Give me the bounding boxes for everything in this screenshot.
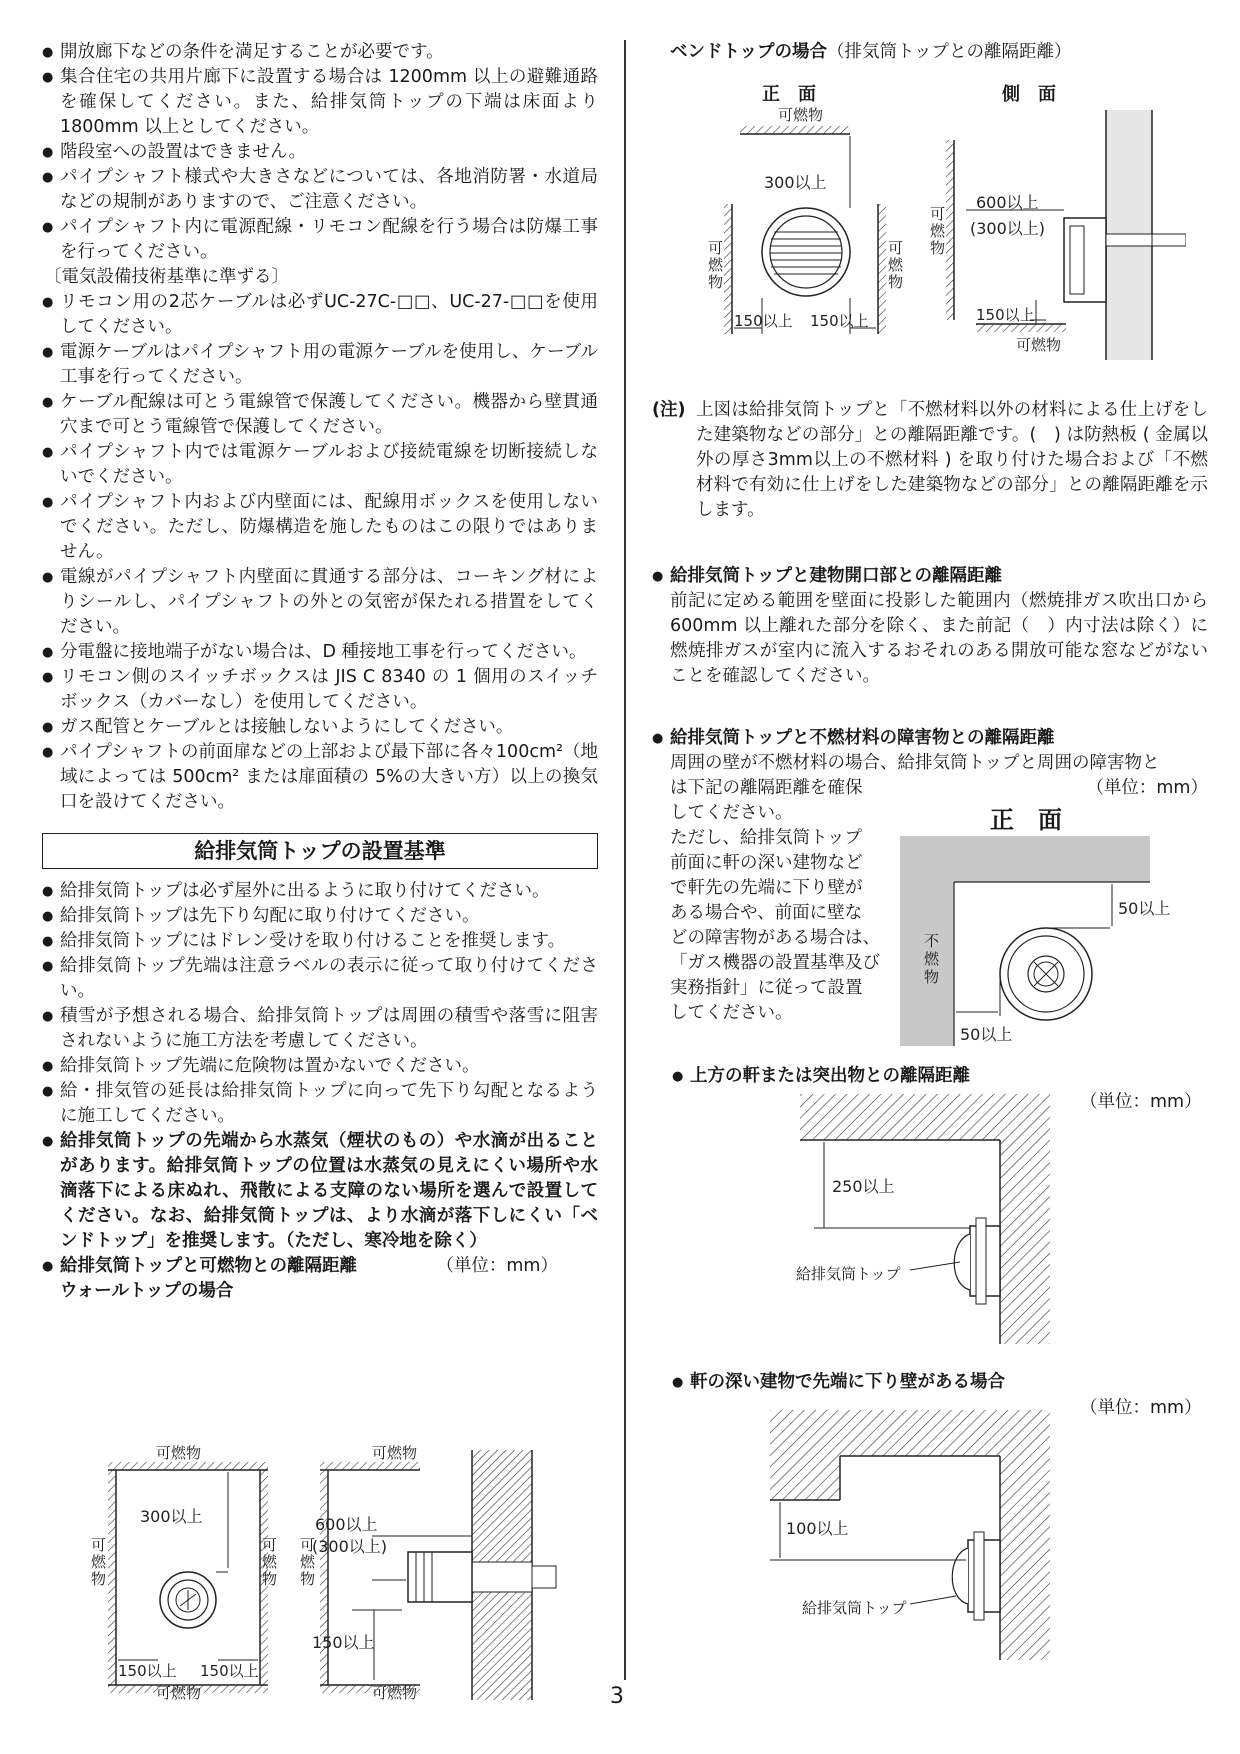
flue-top-label: 給排気筒トップ [802, 1599, 907, 1617]
vertical-char: 可 [888, 239, 904, 257]
obstacle-text-line: ただし、給排気筒トップ [670, 828, 862, 848]
wall-top-front-diagram [100, 1440, 280, 1700]
combustible-top-label: 可燃物 [372, 1444, 418, 1462]
dim-150-label: 150以上 [312, 1633, 375, 1652]
bullet-item: ● ケーブル配線は可とう電線管で保護してください。機器から壁貫通穴まで可とう電線管で保護してください。 [42, 390, 598, 440]
unit-label: （単位：mm） [1080, 1092, 1202, 1112]
bend-top-title: ベンドトップの場合 [670, 42, 827, 62]
vertical-char: 燃 [708, 256, 724, 274]
combustible-top-label: 可燃物 [156, 1444, 202, 1462]
obstacle-rest-text [652, 801, 892, 1026]
bullet-item: ● 集合住宅の共用片廊下に設置する場合は 1200mm 以上の避難通路を確保してください。また、給排気筒トップの下端は床面より 1800mm 以上としてください。 [42, 65, 598, 140]
dim-150-right-label: 150以上 [810, 312, 869, 330]
combustible-left-vertical [91, 1537, 106, 1588]
vertical-char: 物 [888, 273, 904, 291]
right-column [652, 40, 1208, 65]
vertical-char: 物 [930, 239, 946, 257]
combustible-bottom-label: 可燃物 [372, 1684, 418, 1700]
vertical-char: 燃 [91, 1553, 107, 1571]
dim-600-label: 600以上 [976, 193, 1039, 212]
bullet-item: ● 開放廊下などの条件を満足することが必要です。 [42, 40, 598, 65]
dim-600-label: 600以上 [315, 1515, 378, 1534]
distance-heading-text: 給排気筒トップと可燃物との離隔距離 [60, 1256, 357, 1276]
electrical-standard-note: 〔電気設備技術基準に準ずる〕 [44, 267, 289, 287]
deep-eave-diagram [770, 1410, 1050, 1660]
bend-front-label: 正 面 [762, 84, 816, 105]
opening-text: 前記に定める範囲を壁面に投影した範囲内（燃焼排ガス吹出口から 600mm 以上離れた部分を除く、また前記（ ）内寸法は除く）に燃焼排ガスが室内に流入するおそれのある開放可能な窓などがないことを確認してください。 [670, 591, 1208, 686]
obstacle-text-line: 実務指針」に従って設置 [670, 978, 863, 998]
combustible-side-vertical [300, 1537, 315, 1588]
dim-300-paren-label: (300以上) [970, 219, 1046, 238]
dim-150-right-label: 150以上 [200, 1662, 259, 1680]
vertical-char: 燃 [930, 222, 946, 240]
bullet-item: ● 給排気筒トップは先下り勾配に取り付けてください。 [42, 904, 598, 929]
bullet-item-bold: ● 給排気筒トップの先端から水蒸気（煙状のもの）や水滴が出ることがあります。給排気筒トップの位置は水蒸気の見えにくい場所や水滴落下による床ぬれ、飛散による支障のない場所を選んで設置してください。なお、給排気筒トップは、より水滴が落下しにくい「ベンドトップ」を推奨します。（ただし、寒冷地を除く） [42, 1129, 598, 1254]
electrical-bullets [42, 290, 598, 815]
note-label: (注) [652, 400, 686, 420]
eave-diagram [790, 1094, 1050, 1344]
column-divider [624, 40, 626, 1680]
bullet-item: ● パイプシャフト内および内壁面には、配線用ボックスを使用しないでください。ただし、防爆構造を施したものはこの限りではありません。 [42, 490, 598, 565]
bullet-item: ● 給排気筒トップ先端は注意ラベルの表示に従って取り付けてください。 [42, 954, 598, 1004]
dim-300-label: 300以上 [764, 173, 827, 192]
vertical-char: 可 [262, 1536, 278, 1554]
bullet-item: ● 給排気筒トップにはドレン受けを取り付けることを推奨します。 [42, 929, 598, 954]
bullet-item: ● リモコン用の2芯ケーブルは必ずUC-27C-□□、UC-27-□□を使用してください。 [42, 290, 598, 340]
bullet-item: ● 電源ケーブルはパイプシャフト用の電源ケーブルを使用し、ケーブル工事を行ってください。 [42, 340, 598, 390]
bend-top-heading [652, 40, 1208, 65]
vertical-char: 可 [930, 205, 946, 223]
vertical-char: 物 [262, 1570, 278, 1588]
bullet-item: ● 積雪が予想される場合、給排気筒トップは周囲の積雪や落雪に阻害されないように施工方法を考慮してください。 [42, 1004, 598, 1054]
vertical-char: 燃 [888, 256, 904, 274]
bend-top-side-diagram [936, 110, 1186, 360]
eave-section [672, 1064, 1208, 1089]
obstacle-heading: ● 給排気筒トップと不燃材料の障害物との離隔距離 [652, 726, 1208, 751]
dim-50-top-label: 50以上 [1118, 899, 1171, 918]
note-row [652, 398, 1208, 523]
obstacle-text-line: ある場合や、前面に壁な [670, 903, 863, 923]
vertical-char: 物 [91, 1570, 107, 1588]
eave-heading: ● 上方の軒または突出物との離隔距離 [672, 1064, 1208, 1089]
dim-300-label: 300以上 [140, 1507, 203, 1526]
unit-label: （単位：mm） [1086, 778, 1208, 798]
bullet-item: ● パイプシャフト内に電源配線・リモコン配線を行う場合は防爆工事を行ってください。 [42, 215, 598, 265]
combustible-bottom-label: 可燃物 [156, 1684, 202, 1700]
vertical-char: 物 [708, 273, 724, 291]
wall-top-title: ウォールトップの場合 [60, 1281, 234, 1301]
obstacle-text-line: 「ガス機器の設置基準及び [670, 953, 880, 973]
unit-label: （単位：mm） [436, 1256, 558, 1276]
vertical-char: 可 [91, 1536, 107, 1554]
dim-300-paren-label: (300以上) [312, 1537, 388, 1556]
vertical-char: 物 [924, 968, 940, 986]
section-title: 給排気筒トップの設置基準 [42, 833, 598, 869]
obstacle-line-2-row [652, 776, 1208, 801]
dim-100-label: 100以上 [786, 1519, 849, 1538]
obstacle-line-1: 周囲の壁が不燃材料の場合、給排気筒トップと周囲の障害物と [670, 753, 1160, 773]
pipe-shaft-bullets [42, 40, 598, 265]
bullet-item: ● 給排気筒トップ先端に危険物は置かないでください。 [42, 1054, 598, 1079]
bend-side-label: 側 面 [1002, 84, 1056, 105]
opening-heading: ● 給排気筒トップと建物開口部との離隔距離 [652, 564, 1208, 589]
wall-top-side-diagram [312, 1440, 572, 1700]
combustible-bottom-label: 可燃物 [1016, 336, 1062, 354]
obstacle-text-line: してください。 [670, 803, 793, 823]
vertical-char: 燃 [262, 1553, 278, 1571]
vertical-char: 物 [300, 1570, 316, 1588]
bullet-item: ● 階段室への設置はできません。 [42, 140, 598, 165]
note-text: 上図は給排気筒トップと「不燃材料以外の材料による仕上げをした建築物などの部分」との離隔距離です。( ) は防熱板 ( 金属以外の厚さ3mm以上の不燃材料 ) を取り付けた場合および「不燃材料で有効に仕上げをした建築物などの部分」との離隔距離を示します。 [696, 400, 1208, 520]
vertical-char: 可 [708, 239, 724, 257]
dim-150-left-label: 150以上 [118, 1662, 177, 1680]
combustible-side-vertical [930, 206, 945, 257]
flue-top-label: 給排気筒トップ [796, 1265, 901, 1283]
noncombustible-vertical [924, 932, 939, 986]
bullet-item: ● 分電盤に接地端子がない場合は、D 種接地工事を行ってください。 [42, 640, 598, 665]
combustible-right-vertical [888, 240, 903, 291]
bullet-item: ● パイプシャフト様式や大きさなどについては、各地消防署・水道局などの規制がありますので、ご注意ください。 [42, 165, 598, 215]
obstacle-text-line: どの障害物がある場合は、 [670, 928, 880, 948]
install-bullets [42, 879, 598, 1254]
vertical-char: 燃 [924, 950, 940, 968]
bullet-item: ● 電線がパイプシャフト内壁面に貫通する部分は、コーキング材によりシールし、パイプシャフトの外との気密が保たれる措置をしてください。 [42, 565, 598, 640]
opening-section [652, 564, 1208, 689]
combustible-left-vertical [708, 240, 723, 291]
vertical-char: 不 [924, 932, 940, 950]
combustible-right-vertical [262, 1537, 277, 1588]
bullet-item: ● ガス配管とケーブルとは接触しないようにしてください。 [42, 715, 598, 740]
dim-150-label: 150以上 [976, 306, 1035, 324]
bullet-item: ● パイプシャフト内では電源ケーブルおよび接続電線を切断接続しないでください。 [42, 440, 598, 490]
left-column [42, 40, 598, 1304]
dim-50-left-label: 50以上 [960, 1025, 1013, 1044]
bullet-item: ● パイプシャフトの前面扉などの上部および最下部に各々100cm²（地域によっては 500cm² または扉面積の 5%の大きい方）以上の換気口を設けてください。 [42, 740, 598, 815]
note-block [652, 398, 1208, 523]
vertical-char: 燃 [300, 1553, 316, 1571]
dim-150-left-label: 150以上 [734, 312, 793, 330]
unit-label: （単位：mm） [1080, 1398, 1202, 1418]
obstacle-text-line: で軒先の先端に下り壁が [670, 878, 863, 898]
obstacle-text-line: 前面に軒の深い建物など [670, 853, 863, 873]
vertical-char: 可 [300, 1536, 316, 1554]
dim-250-label: 250以上 [832, 1177, 895, 1196]
obstacle-text-line: してください。 [670, 1003, 793, 1023]
distance-heading [42, 1254, 598, 1279]
bend-top-front-diagram [700, 104, 920, 344]
bullet-item: ● 給・排気管の延長は給排気筒トップに向って先下り勾配となるように施工してください。 [42, 1079, 598, 1129]
deep-eave-heading: ● 軒の深い建物で先端に下り壁がある場合 [672, 1370, 1208, 1395]
obstacle-front-diagram [900, 836, 1210, 1056]
page-number: 3 [610, 1684, 624, 1709]
obstacle-front-label: 正 面 [990, 806, 1062, 834]
obstacle-line-2: は下記の離隔距離を確保 [670, 778, 863, 798]
bullet-item: ● 給排気筒トップは必ず屋外に出るように取り付けてください。 [42, 879, 598, 904]
combustible-top-label: 可燃物 [778, 106, 824, 124]
bullet-item: ● リモコン側のスイッチボックスは JIS C 8340 の 1 個用のスイッチボックス（カバーなし）を使用してください。 [42, 665, 598, 715]
deep-eave-section [672, 1370, 1208, 1395]
bend-top-subtitle: （排気筒トップとの離隔距離） [826, 42, 1072, 62]
